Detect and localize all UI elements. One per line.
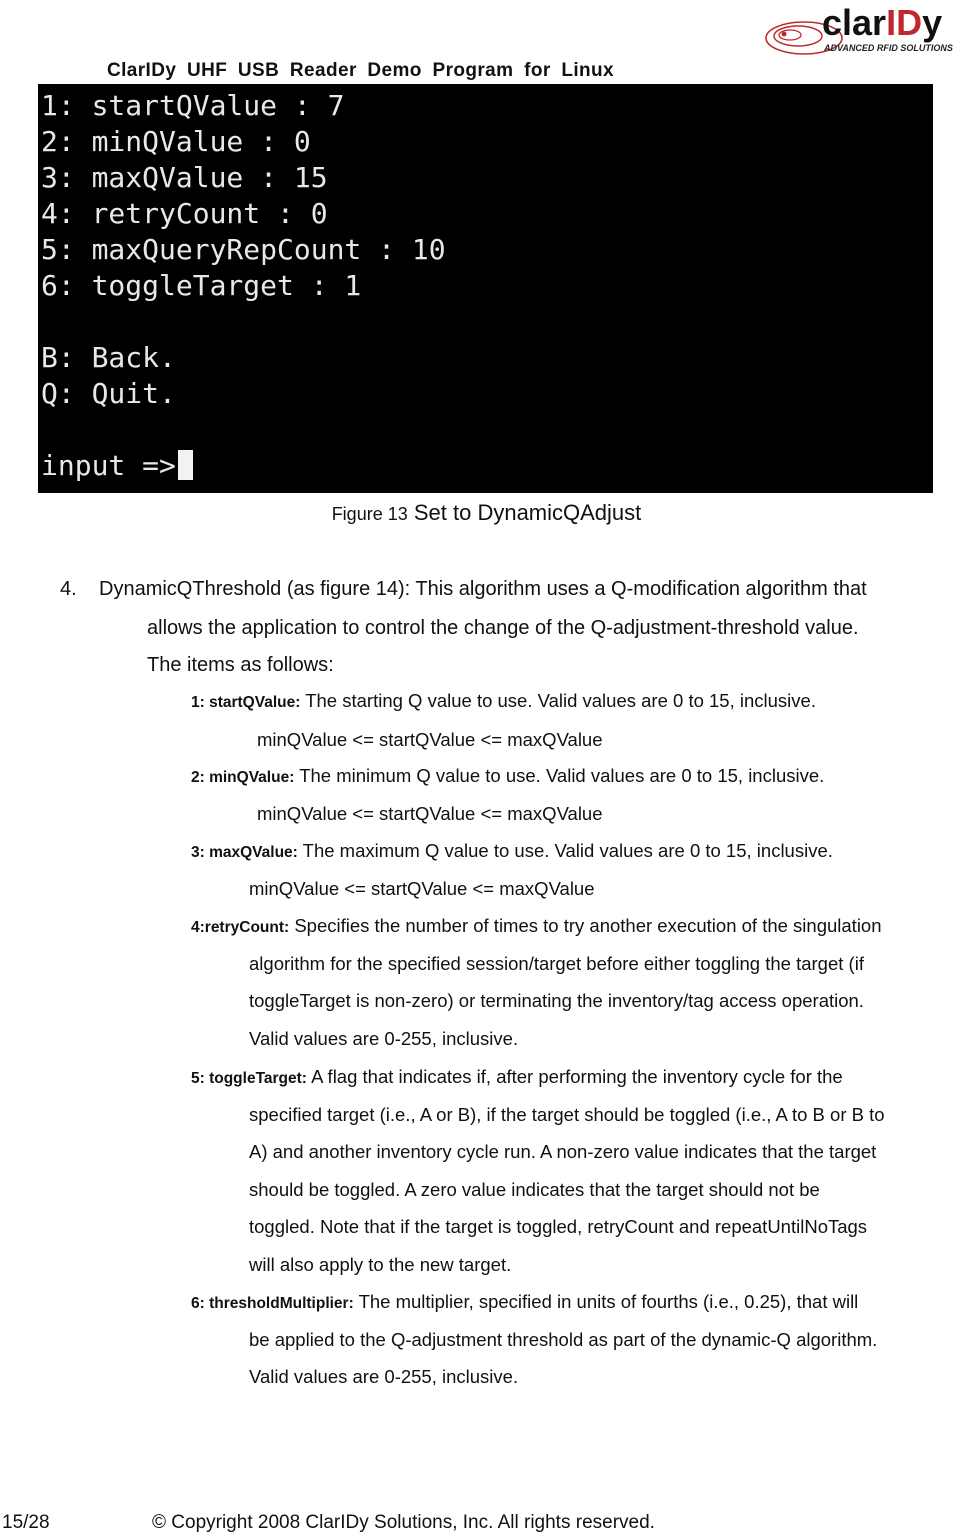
svg-text:ADVANCED RFID SOLUTIONS: ADVANCED RFID SOLUTIONS	[824, 43, 953, 53]
item-first-line	[191, 840, 833, 862]
terminal-line: 6: toggleTarget : 1	[41, 269, 362, 302]
item-text: The starting Q value to use. Valid values are 0 to 15, inclusive.	[305, 690, 816, 711]
item-text: algorithm for the specified session/target before either toggling the target (if	[249, 953, 864, 974]
item-first-line	[191, 765, 824, 787]
item-text: minQValue <= startQValue <= maxQValue	[257, 803, 603, 824]
terminal-line: 3: maxQValue : 15	[41, 161, 328, 194]
item-text: will also apply to the new target.	[249, 1254, 512, 1275]
item-first-line	[191, 915, 882, 937]
prompt-text: input =>	[41, 449, 176, 482]
terminal-prompt	[41, 448, 193, 484]
item-text: toggled. Note that if the target is toggled, retryCount and repeatUntilNoTags	[249, 1216, 868, 1237]
copyright-notice: © Copyright 2008 ClarIDy Solutions, Inc. All rights reserved.	[152, 1512, 655, 1533]
item-text: The multiplier, specified in units of fourths (i.e., 0.25), that will	[358, 1291, 859, 1312]
item-text: minQValue <= startQValue <= maxQValue	[257, 729, 603, 750]
item-first-line	[191, 1066, 843, 1088]
item-text: The minimum Q value to use. Valid values are 0 to 15, inclusive.	[299, 765, 825, 786]
terminal-line: 1: startQValue : 7	[41, 89, 345, 122]
figure-caption-text: Set to DynamicQAdjust	[413, 500, 642, 525]
item-text: Valid values are 0-255, inclusive.	[249, 1366, 519, 1387]
item-text: A) and another inventory cycle run. A non-zero value indicates that the target	[249, 1141, 877, 1162]
item-label: 1: startQValue:	[191, 694, 301, 711]
section-text-line: The items as follows:	[147, 654, 334, 676]
item-label: 3: maxQValue:	[191, 844, 298, 861]
item-text: A flag that indicates if, after performing the inventory cycle for the	[311, 1066, 843, 1087]
item-first-line	[191, 690, 816, 712]
terminal-screenshot	[38, 84, 933, 493]
item-text: The maximum Q value to use. Valid values are 0 to 15, inclusive.	[302, 840, 833, 861]
item-first-line	[191, 1291, 858, 1313]
item-label: 2: minQValue:	[191, 769, 295, 786]
item-text: toggleTarget is non-zero) or terminating the inventory/tag access operation.	[249, 990, 864, 1011]
terminal-line: 4: retryCount : 0	[41, 197, 328, 230]
section-text-line: allows the application to control the change of the Q-adjustment-threshold value.	[147, 617, 859, 639]
section-text-line: DynamicQThreshold (as figure 14): This algorithm uses a Q-modification algorithm that	[99, 578, 867, 600]
item-label: 5: toggleTarget:	[191, 1070, 307, 1087]
item-text: should be toggled. A zero value indicates that the target should not be	[249, 1179, 820, 1200]
page-header-title: ClarIDy UHF USB Reader Demo Program for Linux	[107, 60, 614, 81]
item-label: 6: thresholdMultiplier:	[191, 1295, 354, 1312]
claridy-logo	[764, 2, 972, 64]
terminal-line: 2: minQValue : 0	[41, 125, 311, 158]
item-text: Specifies the number of times to try another execution of the singulation	[294, 915, 882, 936]
item-text: minQValue <= startQValue <= maxQValue	[249, 878, 595, 899]
terminal-line: B: Back.	[41, 341, 176, 374]
item-text: Valid values are 0-255, inclusive.	[249, 1028, 519, 1049]
terminal-line: Q: Quit.	[41, 377, 176, 410]
terminal-cursor	[178, 450, 193, 480]
item-label: 4:retryCount:	[191, 919, 290, 936]
item-text: specified target (i.e., A or B), if the target should be toggled (i.e., A to B or B to	[249, 1104, 885, 1125]
terminal-line: 5: maxQueryRepCount : 10	[41, 233, 446, 266]
page-number: 15/28	[2, 1512, 50, 1533]
figure-caption	[0, 500, 973, 526]
item-text: be applied to the Q-adjustment threshold as part of the dynamic-Q algorithm.	[249, 1329, 878, 1350]
svg-text:clarIDy: clarIDy	[822, 2, 943, 43]
figure-number: Figure 13	[331, 504, 408, 524]
section-number: 4.	[60, 578, 77, 600]
